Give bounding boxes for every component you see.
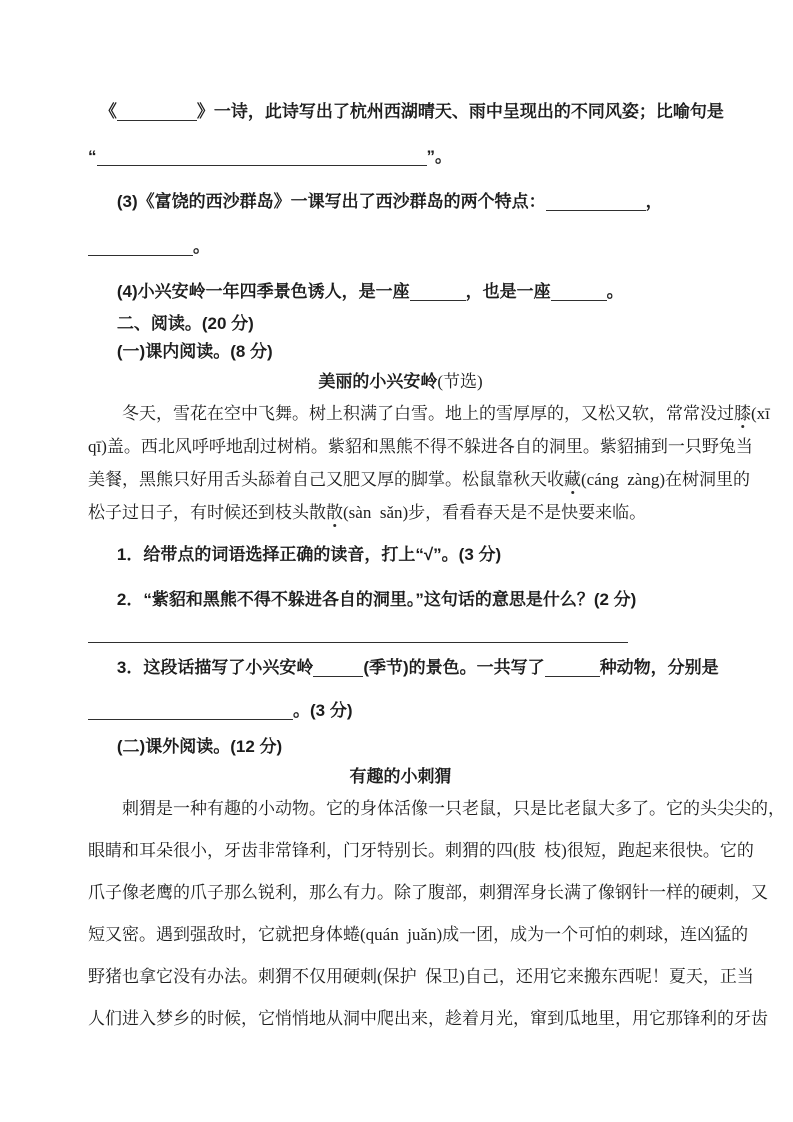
text-segment: 冬天，雪花在空中飞舞。树上积满了白雪。地上的雪厚厚的，又松又软，常常没过	[122, 404, 734, 423]
passage-xinganling-excerpt	[88, 370, 770, 525]
answer-blank-underline	[88, 624, 628, 643]
text-segment: (4)小兴安岭一年四季景色诱人，是一座	[116, 282, 410, 301]
question-2-sentence-meaning	[88, 588, 713, 612]
fill-in-questions-block	[88, 100, 724, 304]
passage-title-text: 美丽的小兴安岭	[318, 372, 438, 391]
text-segment: 松子过日子，有时候还到枝头散	[88, 503, 326, 522]
text-segment: 2．“紫貂和黑熊不得不躲进各自的洞里。”这句话的意思是什么？(2 分)	[116, 590, 637, 609]
text-segment: 1．给带点的词语选择正确的读音，打上“√”。(3 分)	[116, 545, 502, 564]
text-segment: 爪子像老鹰的爪子那么锐利，那么有力。除了腹部，刺猬浑身长满了像钢针一样的硬刺，又	[88, 883, 768, 902]
text-segment: 种动物，分别是	[599, 658, 719, 677]
text-segment: 《	[99, 102, 117, 121]
answer-blank-underline	[88, 237, 193, 256]
section-2-reading-heading	[88, 312, 713, 336]
passage1-line-2	[88, 435, 753, 459]
passage-hedgehog	[88, 765, 785, 1031]
reading-section-headings	[88, 312, 713, 364]
passage2-line-5	[88, 965, 754, 989]
passage2-line-1	[88, 797, 785, 821]
question-3-answer-blank-continuation	[88, 235, 713, 259]
text-segment: (3)《富饶的西沙群岛》一课写出了西沙群岛的两个特点：	[116, 192, 546, 211]
text-segment: (季节)的景色。一共写了	[363, 658, 545, 677]
text-segment: 。	[606, 282, 624, 301]
emphasized-character: 膝	[734, 404, 751, 423]
question-3-season-and-animals	[88, 656, 719, 680]
text-segment: 。(3 分)	[293, 701, 353, 720]
text-segment: (sàn sǎn)步，看看春天是不是快要来临。	[343, 503, 647, 522]
passage2-line-3	[88, 881, 768, 905]
text-segment: 刺猬是一种有趣的小动物。它的身体活像一只老鼠，只是比老鼠大多了。它的头尖尖的，	[122, 799, 785, 818]
text-segment: (一)课内阅读。(8 分)	[116, 342, 273, 361]
answer-blank-underline	[410, 282, 466, 301]
simile-sentence-answer-blank	[88, 145, 713, 169]
text-segment: 》一诗，此诗写出了杭州西湖晴天、雨中呈现出的不同风姿；比喻句是	[196, 102, 724, 121]
subsection-extracurricular-reading-heading	[88, 735, 713, 759]
text-segment: qī)盖。西北风呼呼地刮过树梢。紫貂和黑熊不得不躲进各自的洞里。紫貂捕到一只野兔当	[88, 437, 753, 456]
question-3-xisha-islands	[88, 190, 713, 214]
answer-blank-underline	[117, 102, 197, 121]
answer-blank-underline	[545, 658, 600, 677]
text-segment: (cáng zàng)在树洞里的	[581, 470, 751, 489]
text-segment: 美餐，黑熊只好用舌头舔着自己又肥又厚的脚掌。松鼠靠秋天收	[88, 470, 564, 489]
emphasized-character: 藏	[564, 470, 581, 489]
passage2-line-2	[88, 839, 754, 863]
text-segment: (xī	[751, 404, 770, 423]
question-3-answer-blank	[88, 699, 713, 723]
passage2-line-6	[88, 1007, 768, 1031]
text-segment: 。	[193, 237, 210, 256]
answer-blank-underline	[546, 192, 646, 211]
passage-title-text: 有趣的小刺猬	[349, 767, 452, 786]
question-4-xinganling	[88, 280, 713, 304]
question-1-pronunciation	[88, 543, 713, 567]
text-segment: ”。	[426, 147, 452, 166]
text-segment: 人们进入梦乡的时候，它悄悄地从洞中爬出来，趁着月光，窜到瓜地里，用它那锋利的牙齿	[88, 1009, 768, 1028]
passage1-line-4	[88, 501, 713, 525]
passage1-line-1	[88, 402, 770, 426]
in-class-reading-questions	[88, 543, 719, 723]
text-segment: 短又密。遇到强敌时，它就把身体蜷(quán juǎn)成一团，成为一个可怕的刺球，连凶猛的	[88, 925, 749, 944]
extracurricular-reading-heading	[88, 735, 713, 759]
answer-blank-underline	[313, 658, 363, 677]
poem-title-blank-question	[88, 100, 724, 124]
text-segment: 二、阅读。(20 分)	[116, 314, 254, 333]
text-segment: “	[88, 147, 97, 166]
question-2-answer-line	[88, 622, 713, 646]
text-segment: ，	[645, 192, 663, 211]
text-segment: ，也是一座	[465, 282, 551, 301]
passage2-line-4	[88, 923, 749, 947]
text-segment: (节选)	[437, 372, 483, 391]
answer-blank-underline	[97, 147, 427, 166]
passage1-title	[88, 370, 713, 394]
passage1-line-3	[88, 468, 751, 492]
subsection-in-class-reading-heading	[88, 340, 713, 364]
emphasized-character: 散	[326, 503, 343, 522]
answer-blank-underline	[551, 282, 607, 301]
text-segment: 3．这段话描写了小兴安岭	[116, 658, 314, 677]
passage2-title	[88, 765, 713, 789]
text-segment: (二)课外阅读。(12 分)	[116, 737, 283, 756]
text-segment: 眼睛和耳朵很小，牙齿非常锋利，门牙特别长。刺猬的四(肢 枝)很短，跑起来很快。它的	[88, 841, 754, 860]
answer-blank-underline	[88, 701, 293, 720]
text-segment: 野猪也拿它没有办法。刺猬不仅用硬刺(保护 保卫)自己，还用它来搬东西呢！夏天，正当	[88, 967, 754, 986]
